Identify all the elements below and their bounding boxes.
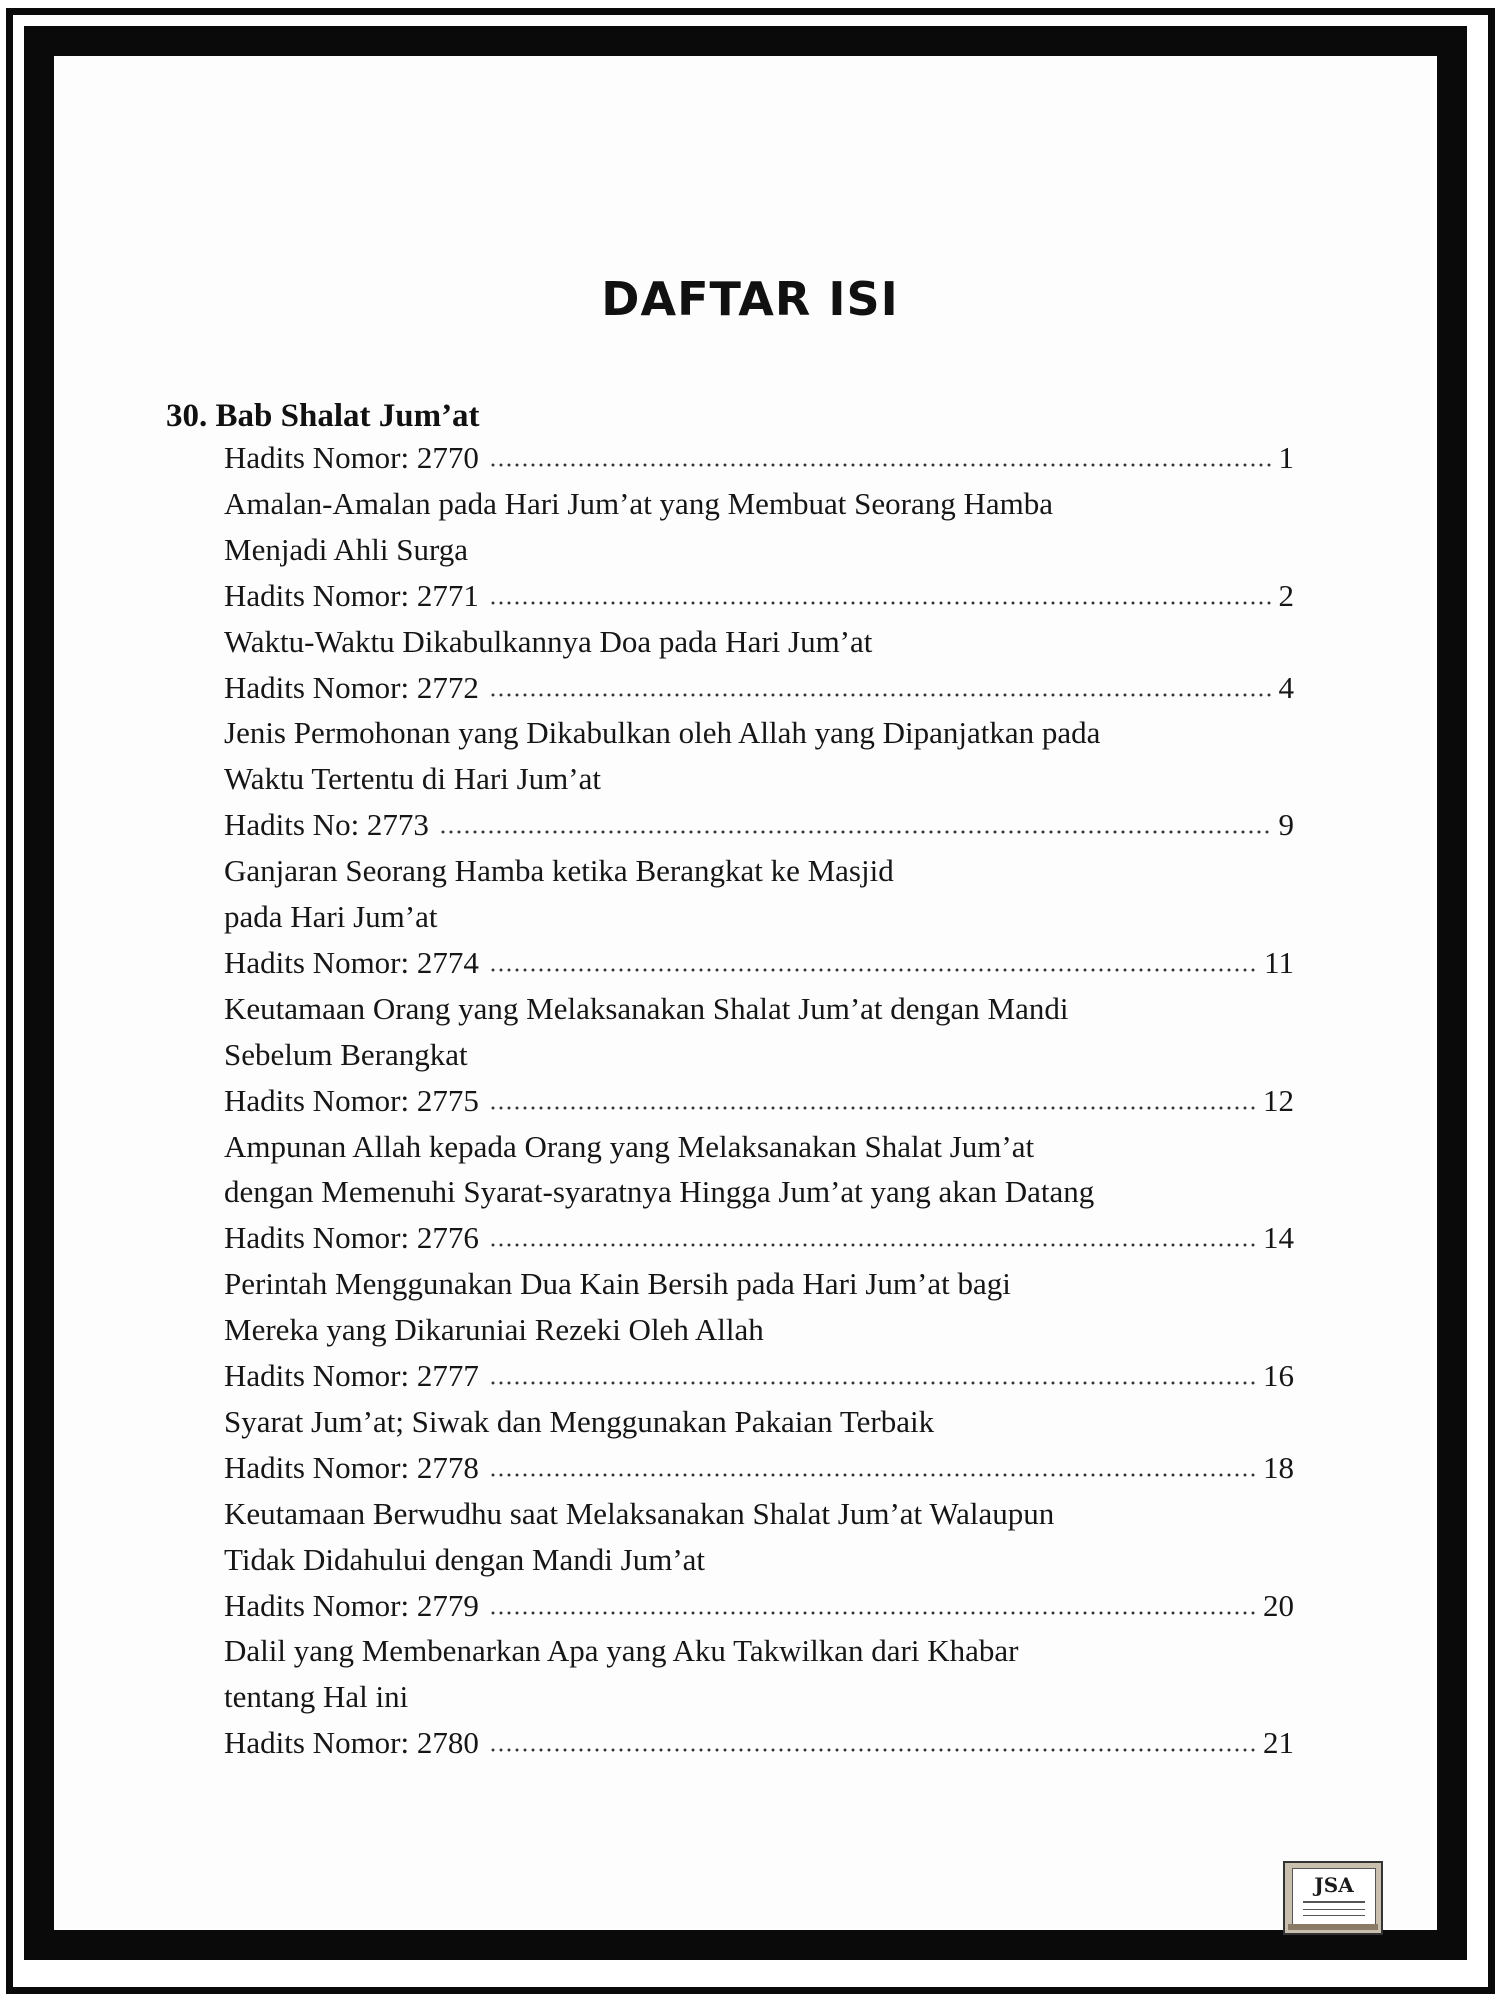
hadith-number: Hadits Nomor: 2776	[224, 1220, 479, 1256]
logo-rule	[1303, 1901, 1365, 1903]
toc-entry-reference	[224, 1081, 1294, 1121]
dot-leader	[489, 691, 1273, 699]
toc-entry-reference	[224, 1586, 1294, 1626]
toc-entry-title: Perintah Menggunakan Dua Kain Bersih pada Hari Jum’at bagi	[224, 1266, 1011, 1302]
page-number: 18	[1263, 1449, 1294, 1485]
toc-entry-title: Jenis Permohonan yang Dikabulkan oleh Allah yang Dipanjatkan pada	[224, 715, 1101, 751]
toc-entry-title: Mereka yang Dikaruniai Rezeki Oleh Allah	[224, 1312, 764, 1348]
logo-rule	[1303, 1915, 1365, 1916]
page-number: 14	[1263, 1220, 1294, 1256]
dot-leader	[489, 599, 1273, 607]
hadith-number: Hadits Nomor: 2772	[224, 669, 479, 705]
toc-entry-title: Waktu Tertentu di Hari Jum’at	[224, 761, 601, 797]
page-number: 2	[1278, 577, 1294, 613]
toc-entry-title: Tidak Didahului dengan Mandi Jum’at	[224, 1541, 706, 1577]
toc-entry-reference	[224, 1218, 1294, 1258]
toc-entry-reference	[224, 1356, 1294, 1396]
dot-leader	[489, 1104, 1257, 1112]
hadith-number: Hadits Nomor: 2771	[224, 577, 479, 613]
page-title: DAFTAR ISI	[601, 272, 899, 326]
toc-entry-reference	[224, 1723, 1294, 1763]
toc-entry-title: Ganjaran Seorang Hamba ketika Berangkat ke Masjid	[224, 853, 894, 889]
logo-text: JSA	[1314, 1873, 1354, 1897]
dot-leader	[489, 1241, 1257, 1249]
toc-entry-title: Sebelum Berangkat	[224, 1036, 468, 1072]
page-number: 12	[1263, 1082, 1294, 1118]
page-number: 4	[1278, 669, 1294, 705]
toc-entry-title: Dalil yang Membenarkan Apa yang Aku Takwilkan dari Khabar	[224, 1633, 1019, 1669]
toc-entry-reference	[224, 668, 1294, 708]
toc-entry-title: Waktu-Waktu Dikabulkannya Doa pada Hari Jum’at	[224, 623, 873, 659]
page-number: 11	[1264, 944, 1294, 980]
toc-entry-title: tentang Hal ini	[224, 1679, 409, 1715]
dot-leader	[489, 1471, 1257, 1479]
toc-entry-title: pada Hari Jum’at	[224, 899, 438, 934]
dot-leader	[489, 1746, 1257, 1754]
toc-entry-title: Ampunan Allah kepada Orang yang Melaksanakan Shalat Jum’at	[224, 1128, 1035, 1164]
hadith-number: Hadits Nomor: 2770	[224, 440, 479, 475]
hadith-number: Hadits Nomor: 2779	[224, 1587, 479, 1623]
hadith-number: Hadits Nomor: 2775	[224, 1082, 479, 1118]
toc-entry-reference	[224, 805, 1294, 845]
toc-entry-title: Keutamaan Orang yang Melaksanakan Shalat Jum’at dengan Mandi	[224, 990, 1069, 1026]
publisher-logo	[1283, 1861, 1383, 1935]
toc-entry-reference	[224, 576, 1294, 616]
hadith-number: Hadits No: 2773	[224, 807, 429, 843]
toc-entry-reference	[224, 943, 1294, 983]
toc-entry-reference	[224, 438, 1294, 478]
page-number: 21	[1263, 1725, 1294, 1761]
page-number: 1	[1278, 440, 1294, 475]
page-number: 9	[1278, 807, 1294, 843]
page-number: 20	[1263, 1587, 1294, 1623]
dot-leader	[489, 461, 1273, 469]
page-number: 16	[1263, 1358, 1294, 1393]
dot-leader	[489, 1609, 1257, 1617]
dot-leader	[489, 1379, 1257, 1387]
dot-leader	[439, 828, 1273, 836]
toc-entry-reference	[224, 1448, 1294, 1488]
chapter-heading: 30. Bab Shalat Jum’at	[166, 398, 480, 434]
hadith-number: Hadits Nomor: 2780	[224, 1725, 479, 1761]
toc-entry-title: Syarat Jum’at; Siwak dan Menggunakan Pakaian Terbaik	[224, 1403, 935, 1439]
hadith-number: Hadits Nomor: 2778	[224, 1449, 479, 1485]
toc-entry-title: dengan Memenuhi Syarat-syaratnya Hingga Jum’at yang akan Datang	[224, 1174, 1095, 1210]
toc-entry-title: Amalan-Amalan pada Hari Jum’at yang Membuat Seorang Hamba	[224, 485, 1053, 521]
hadith-number: Hadits Nomor: 2777	[224, 1358, 479, 1393]
logo-base	[1288, 1924, 1378, 1930]
logo-rule	[1303, 1909, 1365, 1910]
toc-entry-title: Keutamaan Berwudhu saat Melaksanakan Shalat Jum’at Walaupun	[224, 1495, 1055, 1531]
dot-leader	[489, 966, 1258, 974]
hadith-number: Hadits Nomor: 2774	[224, 944, 479, 980]
logo-panel	[1292, 1868, 1376, 1926]
toc-entry-title: Menjadi Ahli Surga	[224, 531, 468, 567]
